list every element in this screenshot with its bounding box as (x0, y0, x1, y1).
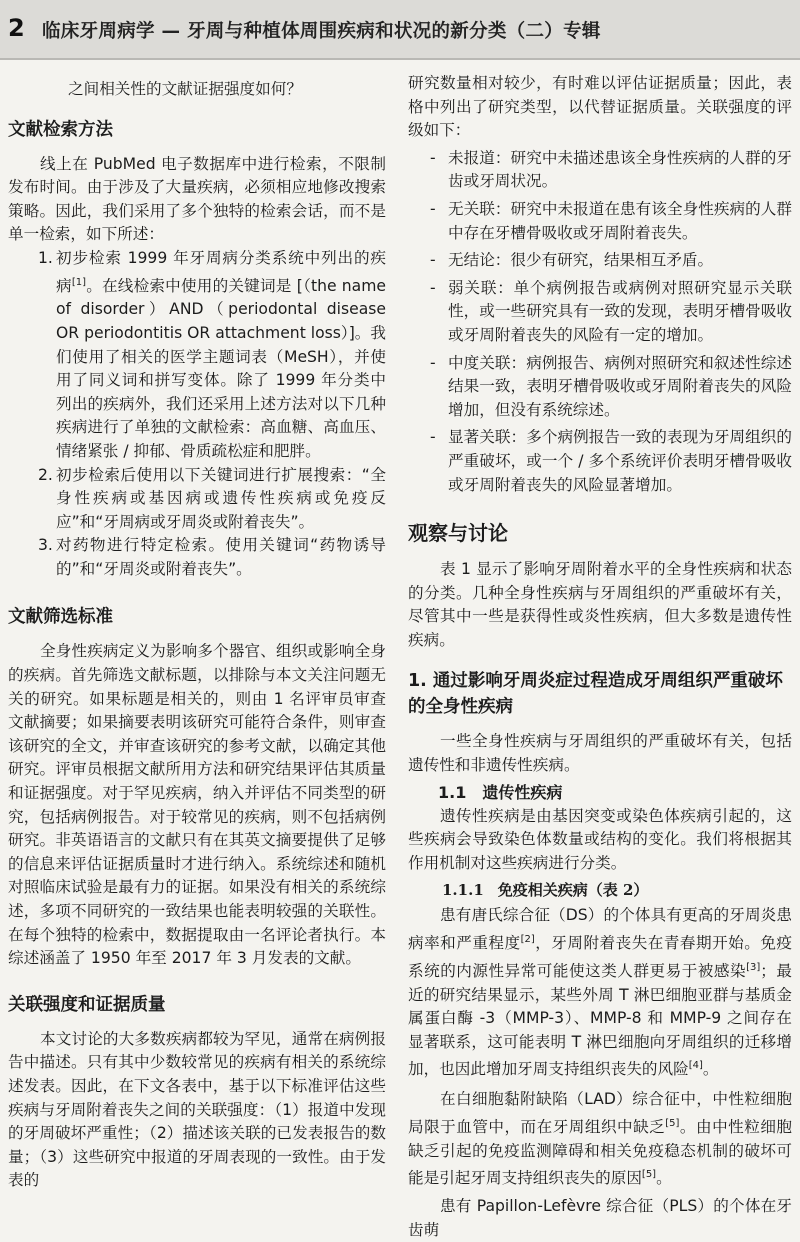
section-heading-strength: 关联强度和证据质量 (8, 994, 166, 1015)
list-item (8, 247, 386, 464)
rating-item (408, 198, 792, 245)
list-item (8, 464, 386, 535)
rating-item (408, 147, 792, 194)
rating-text: 无关联：研究中未报道在患有该全身性疾病的人群中存在牙槽骨吸收或牙周附着丧失。 (448, 199, 792, 242)
down-syndrome-paragraph (408, 904, 792, 1082)
subsection-1-paragraph: 一些全身性疾病与牙周组织的严重破坏有关，包括遗传性和非遗传性疾病。 (408, 732, 792, 775)
bullet-dash: - (430, 353, 436, 372)
lad-paragraph (408, 1088, 792, 1191)
left-column (8, 70, 386, 1193)
continued-paragraph: 研究数量相对较少，有时难以评估证据质量；因此，表格中列出了研究类型，以代替证据质量。关联强度的评级如下： (408, 74, 792, 140)
text-run: ，牙周附着丧失在青春期开始。免疫系统的内源性异常可能使这类人群更易于被感染 (408, 934, 792, 980)
rating-item (408, 352, 792, 423)
rating-item (408, 249, 792, 273)
text-run: 。 (702, 1060, 719, 1079)
list-marker: 2. (38, 465, 53, 484)
citation: [5] (641, 1169, 657, 1181)
rating-text: 无结论：很少有研究，结果相互矛盾。 (448, 251, 714, 270)
list-text: 初步检索后使用以下关键词进行扩展搜索：“全身性疾病或基因病或遗传性疾病或免疫反应”和“牙周病或牙周炎或附着丧失”。 (56, 465, 386, 531)
text-run: 在白细胞黏附缺陷（LAD）综合征中，中性粒细胞局限于血管中，而在牙周组织中缺乏 (408, 1090, 792, 1136)
rating-text: 弱关联：单个病例报告或病例对照研究显示关联性，或一些研究具有一致的发现，表明牙槽骨吸收或牙周附着丧失的风险有一定的增加。 (448, 278, 792, 344)
section-heading-observations: 观察与讨论 (408, 521, 508, 546)
list-text-cont: 。在线检索中使用的关键词是 [（the name of disorder）AND（periodontal disease OR periodontitis OR attachment loss）]。我们使用了相关的医学主题词表（MeSH），并使用了同义词和拼写变体。除了 1999 年分类中列出的疾病外，我们还采用上述方法对以下几种疾病进行了单独的文献检索：高血糖、高血压、情绪紧张 / 抑郁、骨质疏松症和肥胖。 (56, 276, 386, 460)
bullet-dash: - (430, 251, 436, 270)
pls-paragraph: 患有 Papillon-Lefèvre 综合征（PLS）的个体在牙齿萌 (408, 1196, 792, 1239)
page-number: 2 (8, 14, 25, 42)
rating-list (408, 147, 792, 497)
lead-line: 之间相关性的文献证据强度如何？ (68, 80, 302, 98)
citation: [2] (520, 934, 535, 946)
subsection-heading-1: 1. 通过影响牙周炎症过程造成牙周组织严重破坏的全身性疾病 (408, 671, 783, 718)
rating-item (408, 277, 792, 348)
bullet-dash: - (430, 278, 436, 297)
citation: [4] (688, 1060, 703, 1072)
section-title: 遗传性疾病 (482, 782, 563, 802)
citation: [3] (746, 961, 761, 973)
right-column (408, 72, 792, 1242)
rating-text: 显著关联：多个病例报告一致的表现为牙周组织的严重破坏，或一个 / 多个系统评价表明牙槽骨吸收或牙周附着丧失的风险显著增加。 (448, 428, 792, 494)
criteria-paragraph: 全身性疾病定义为影响多个器官、组织或影响全身的疾病。首先筛选文献标题，以排除与本文关注问题无关的研究。如果标题是相关的，则由 1 名评审员审查文献摘要；如果摘要表明该研究可能符合条件，则审查该研究的全文，并审查该研究的参考文献，以确定其他研究。评审员根据文献所用方法和研究结果评估其质量和证据强度。对于罕见疾病，纳入并评估不同类型的研究，包括病例报告。对于较常见的疾病，则不包括病例研究。非英语语言的文献只有在其英文摘要提供了足够的信息来评估证据质量时才进行纳入。系统综述和随机对照临床试验是最有力的证据。如果没有相关的系统综述，多项不同研究的一致结果也能表明较强的关联性。在每个独特的检索中，数据提取由一名评论者执行。本综述涵盖了 1950 年至 2017 年 3 月发表的文献。 (8, 642, 386, 968)
subsection-heading-1-1 (408, 780, 792, 803)
strength-paragraph: 本文讨论的大多数疾病都较为罕见，通常在病例报告中描述。只有其中少数较常见的疾病有相关的系统综述发表。因此，在下文各表中，基于以下标准评估这些疾病与牙周附着丧失之间的关联强度：（1）报道中发现的牙周破坏严重性；（2）描述该关联的已发表报告的数量；（3）这些研究中报道的牙周表现的一致性。由于发表的 (8, 1029, 386, 1190)
bullet-dash: - (430, 428, 436, 447)
list-text: 对药物进行特定检索。使用关键词“药物诱导的”和“牙周炎或附着丧失”。 (56, 536, 386, 578)
subsection-1-1-paragraph: 遗传性疾病是由基因突变或染色体疾病引起的，这些疾病会导致染色体数量或结构的变化。我们将根据其作用机制对这些疾病进行分类。 (408, 806, 792, 872)
list-text: 初步检索 1999 年牙周病分类系统中列出的疾病 (56, 248, 386, 295)
section-title: 免疫相关疾病（表 2） (497, 881, 649, 900)
observations-paragraph: 表 1 显示了影响牙周附着水平的全身性疾病和状态的分类。几种全身性疾病与牙周组织的严重破坏有关，尽管其中一些是获得性或炎性疾病，但大多数是遗传性疾病。 (408, 560, 792, 649)
bullet-dash: - (430, 148, 436, 167)
text-run: 。由中性粒细胞缺乏引起的免疫监测障碍和相关免疫稳态机制的破坏可能是引起牙周支持组织丧失的原因 (408, 1117, 792, 1188)
citation: [5] (665, 1117, 680, 1129)
section-number: 1.1.1 (442, 881, 484, 900)
rating-text: 中度关联：病例报告、病例对照研究和叙述性综述结果一致，表明牙槽骨吸收或牙周附着丧失的风险增加，但没有系统综述。 (448, 353, 792, 419)
rating-text: 未报道：研究中未描述患该全身性疾病的人群的牙齿或牙周状况。 (448, 148, 792, 191)
section-number: 1.1 (438, 782, 467, 802)
section-heading-search: 文献检索方法 (8, 119, 113, 140)
bullet-dash: - (430, 199, 436, 218)
text-run: ；最近的研究结果显示，某些外周 T 淋巴细胞亚群与基质金属蛋白酶 -3（MMP-3）、MMP-8 和 MMP-9 之间存在显著联系，这可能表明 T 淋巴细胞向牙周组织的迁移增加，也因此增加牙周支持组织丧失的风险 (408, 962, 792, 1079)
list-marker: 1. (38, 248, 53, 267)
citation: [1] (71, 276, 86, 288)
rating-item (408, 426, 792, 497)
search-paragraph: 线上在 PubMed 电子数据库中进行检索，不限制发布时间。由于涉及了大量疾病，必须相应地修改搜索策略。因此，我们采用了多个独特的检索会话，而不是单一检索，如下所述： (8, 154, 386, 244)
section-heading-criteria: 文献筛选标准 (8, 607, 113, 628)
text-run: 患有唐氏综合征（DS）的个体具有更高的牙周炎患病率和严重程度 (408, 906, 792, 953)
list-marker: 3. (38, 536, 53, 555)
journal-title: 临床牙周病学 — 牙周与种植体周围疾病和状况的新分类（二）专辑 (42, 21, 601, 42)
running-header (0, 0, 800, 60)
list-item (8, 534, 386, 581)
subsection-heading-1-1-1 (408, 879, 792, 900)
text-run: 。 (656, 1169, 672, 1188)
